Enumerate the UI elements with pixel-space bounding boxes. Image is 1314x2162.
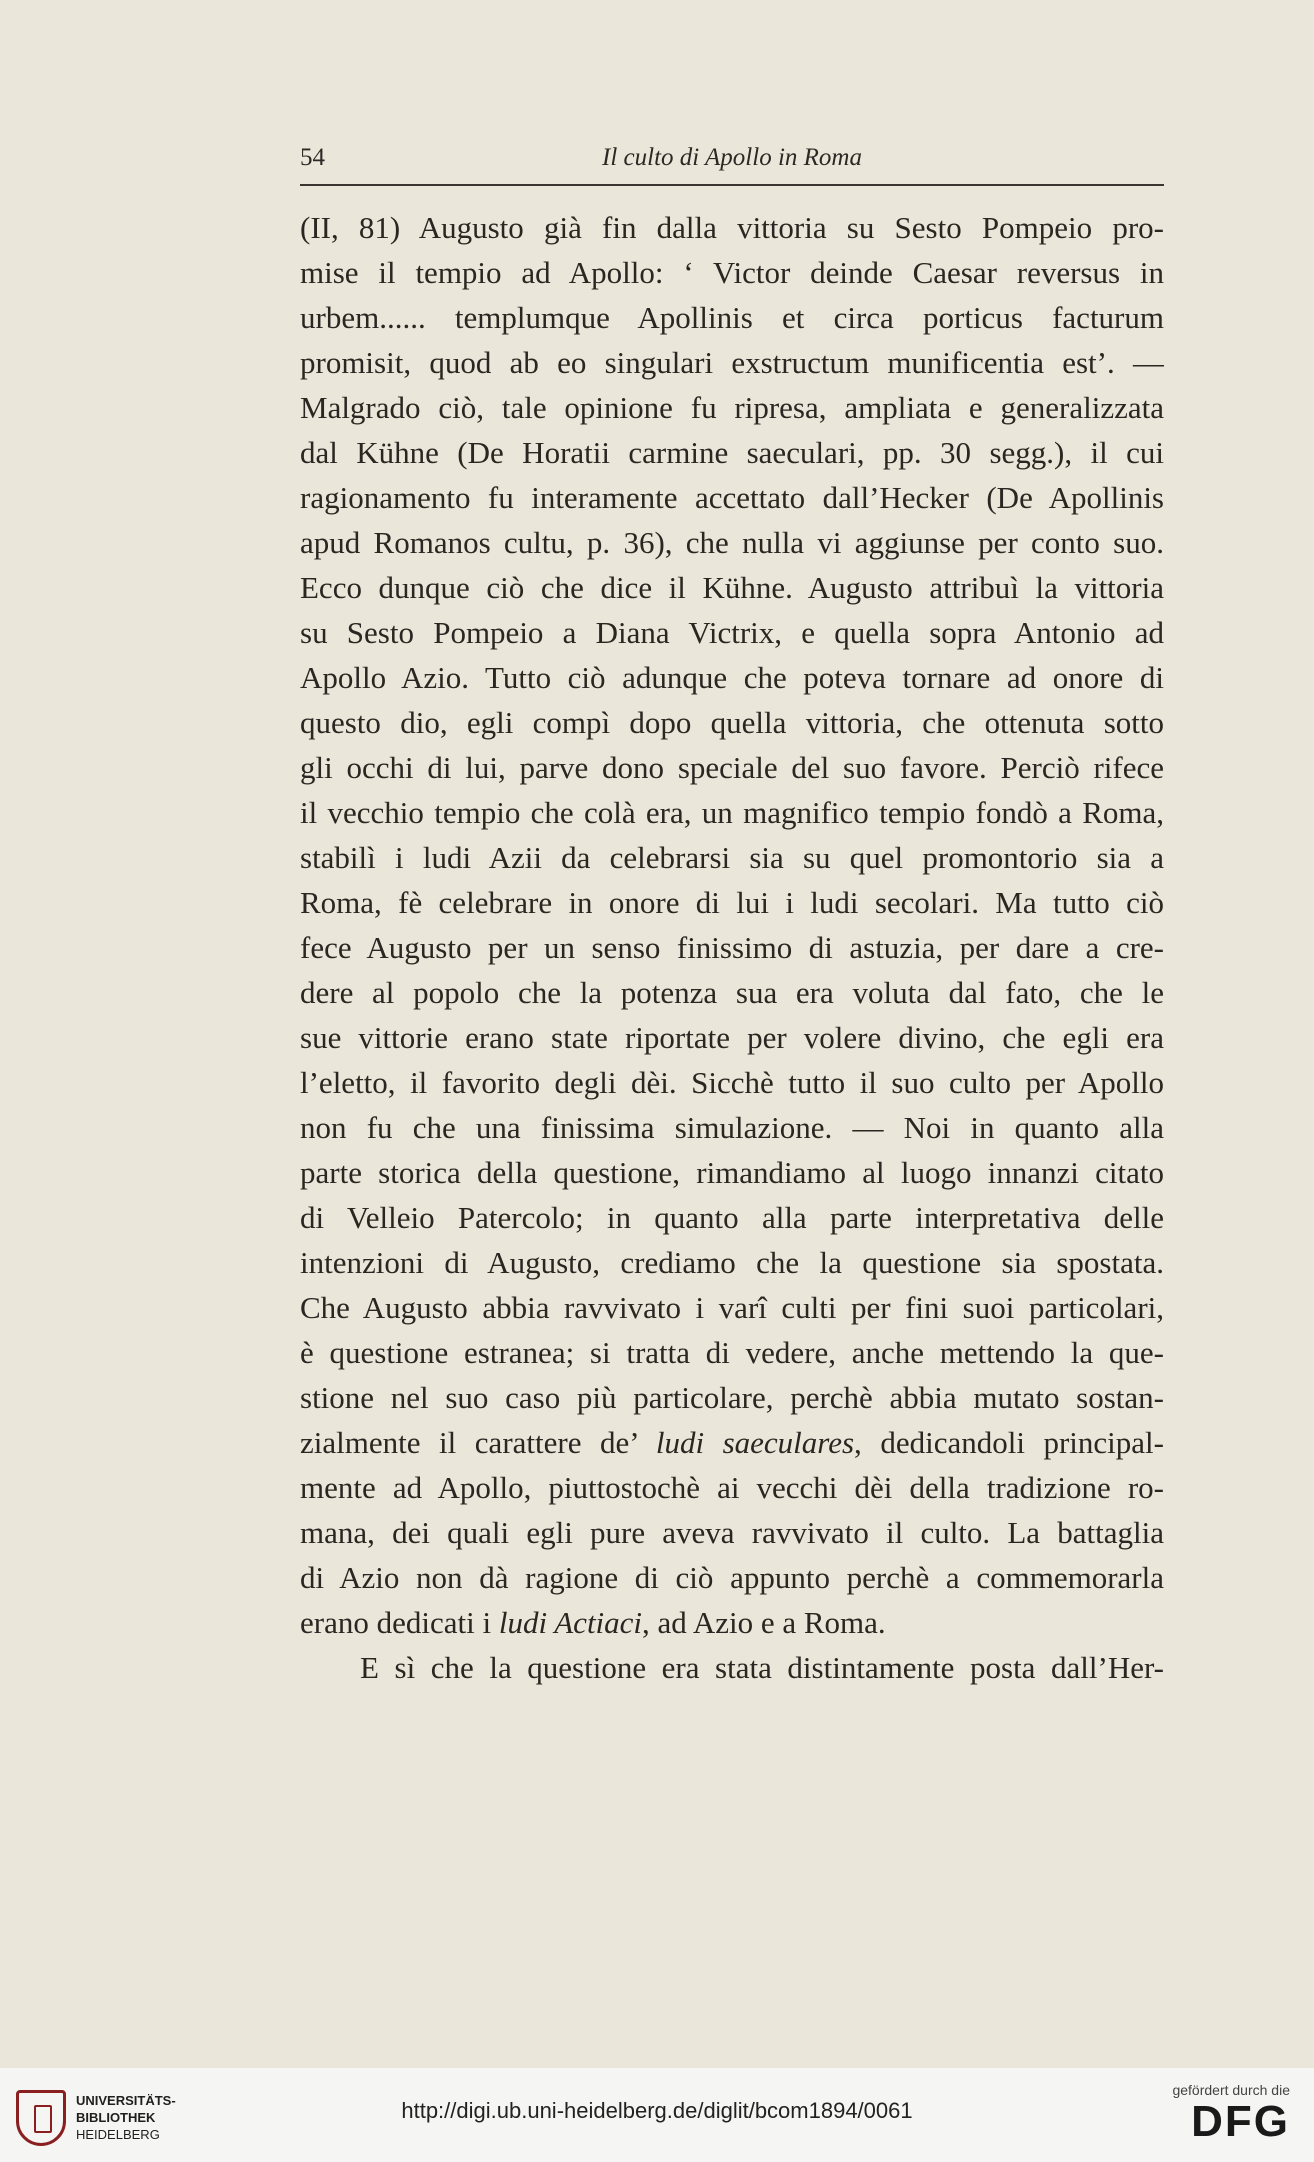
running-title: Il culto di Apollo in Roma	[602, 144, 862, 171]
text-line: gli occhi di lui, parve dono speciale del suo favore. Perciò rifece	[300, 750, 1164, 785]
text-line: parte storica della questione, rimandiamo al luogo innanzi citato	[300, 1155, 1164, 1190]
text-line: dal Kühne (De Horatii carmine saeculari, pp. 30 segg.), il cui	[300, 435, 1164, 470]
text-line: Che Augusto abbia ravvivato i varî culti per fini suoi particolari,	[300, 1290, 1164, 1325]
running-header	[300, 140, 1164, 186]
logo-line: UNIVERSITÄTS-	[76, 2093, 176, 2108]
dfg-logo[interactable]	[1172, 2082, 1290, 2146]
italic-term: ludi saeculares	[655, 1425, 855, 1460]
text-line: Malgrado ciò, tale opinione fu ripresa, ampliata e generalizzata	[300, 390, 1164, 425]
text-line: Ecco dunque ciò che dice il Kühne. Augusto attribuì la vittoria	[300, 570, 1164, 605]
text-line: è questione estranea; si tratta di vedere, anche mettendo la que-	[300, 1335, 1164, 1370]
text-line: stione nel suo caso più particolare, perchè abbia mutato sostan-	[300, 1380, 1164, 1415]
text-line: Roma, fè celebrare in onore di lui i ludi secolari. Ma tutto ciò	[300, 885, 1164, 920]
text-line: (II, 81) Augusto già fin dalla vittoria su Sesto Pompeio pro-	[300, 210, 1164, 245]
logo-line: BIBLIOTHEK	[76, 2110, 156, 2125]
page-number: 54	[300, 144, 325, 171]
text-line: mana, dei quali egli pure aveva ravvivato il culto. La battaglia	[300, 1515, 1164, 1550]
italic-term: ludi Actiaci	[498, 1605, 643, 1640]
digitization-footer	[0, 2068, 1314, 2162]
text-line: mise il tempio ad Apollo: ‘ Victor deinde Caesar reversus in	[300, 255, 1164, 290]
text-line: intenzioni di Augusto, crediamo che la questione sia spostata.	[300, 1245, 1164, 1280]
text-line: urbem...... templumque Apollinis et circa porticus facturum	[300, 300, 1164, 335]
text-line: stabilì i ludi Azii da celebrarsi sia su quel promontorio sia a	[300, 840, 1164, 875]
dfg-mark: DFG	[1191, 2097, 1290, 2146]
text-line: Apollo Azio. Tutto ciò adunque che poteva tornare ad onore di	[300, 660, 1164, 695]
text-line: questo dio, egli compì dopo quella vittoria, che ottenuta sotto	[300, 705, 1164, 740]
text-line: l’eletto, il favorito degli dèi. Sicchè tutto il suo culto per Apollo	[300, 1065, 1164, 1100]
body-text	[300, 205, 1164, 1690]
sponsor-caption: gefördert durch die	[1172, 2082, 1290, 2098]
text-line: ragionamento fu interamente accettato dall’Hecker (De Apollinis	[300, 480, 1164, 515]
permalink[interactable]: http://digi.ub.uni-heidelberg.de/diglit/bcom1894/0061	[401, 2098, 913, 2123]
text-line: zialmente il carattere de’ ludi saeculares, dedicandoli principal-	[300, 1425, 1164, 1460]
text-line: mente ad Apollo, piuttostochè ai vecchi dèi della tradizione ro-	[300, 1470, 1164, 1505]
logo-line: HEIDELBERG	[76, 2127, 160, 2142]
text-line: di Velleio Patercolo; in quanto alla parte interpretativa delle	[300, 1200, 1164, 1235]
text-line: dere al popolo che la potenza sua era voluta dal fato, che le	[300, 975, 1164, 1010]
text-line: fece Augusto per un senso finissimo di astuzia, per dare a cre-	[300, 930, 1164, 965]
text-line: il vecchio tempio che colà era, un magnifico tempio fondò a Roma,	[300, 795, 1164, 830]
paragraph-start-line: E sì che la questione era stata distintamente posta dall’Her-	[360, 1650, 1164, 1685]
text-line: su Sesto Pompeio a Diana Victrix, e quella sopra Antonio ad	[300, 615, 1164, 650]
text-line: apud Romanos cultu, p. 36), che nulla vi aggiunse per conto suo.	[300, 525, 1164, 560]
text-line: promisit, quod ab eo singulari exstructum munificentia est’. —	[300, 345, 1164, 380]
text-line: sue vittorie erano state riportate per volere divino, che egli era	[300, 1020, 1164, 1055]
text-line: non fu che una finissima simulazione. — Noi in quanto alla	[300, 1110, 1164, 1145]
text-line: di Azio non dà ragione di ciò appunto perchè a commemorarla	[300, 1560, 1164, 1595]
paragraph-end-line: erano dedicati i ludi Actiaci, ad Azio e a Roma.	[300, 1605, 886, 1640]
